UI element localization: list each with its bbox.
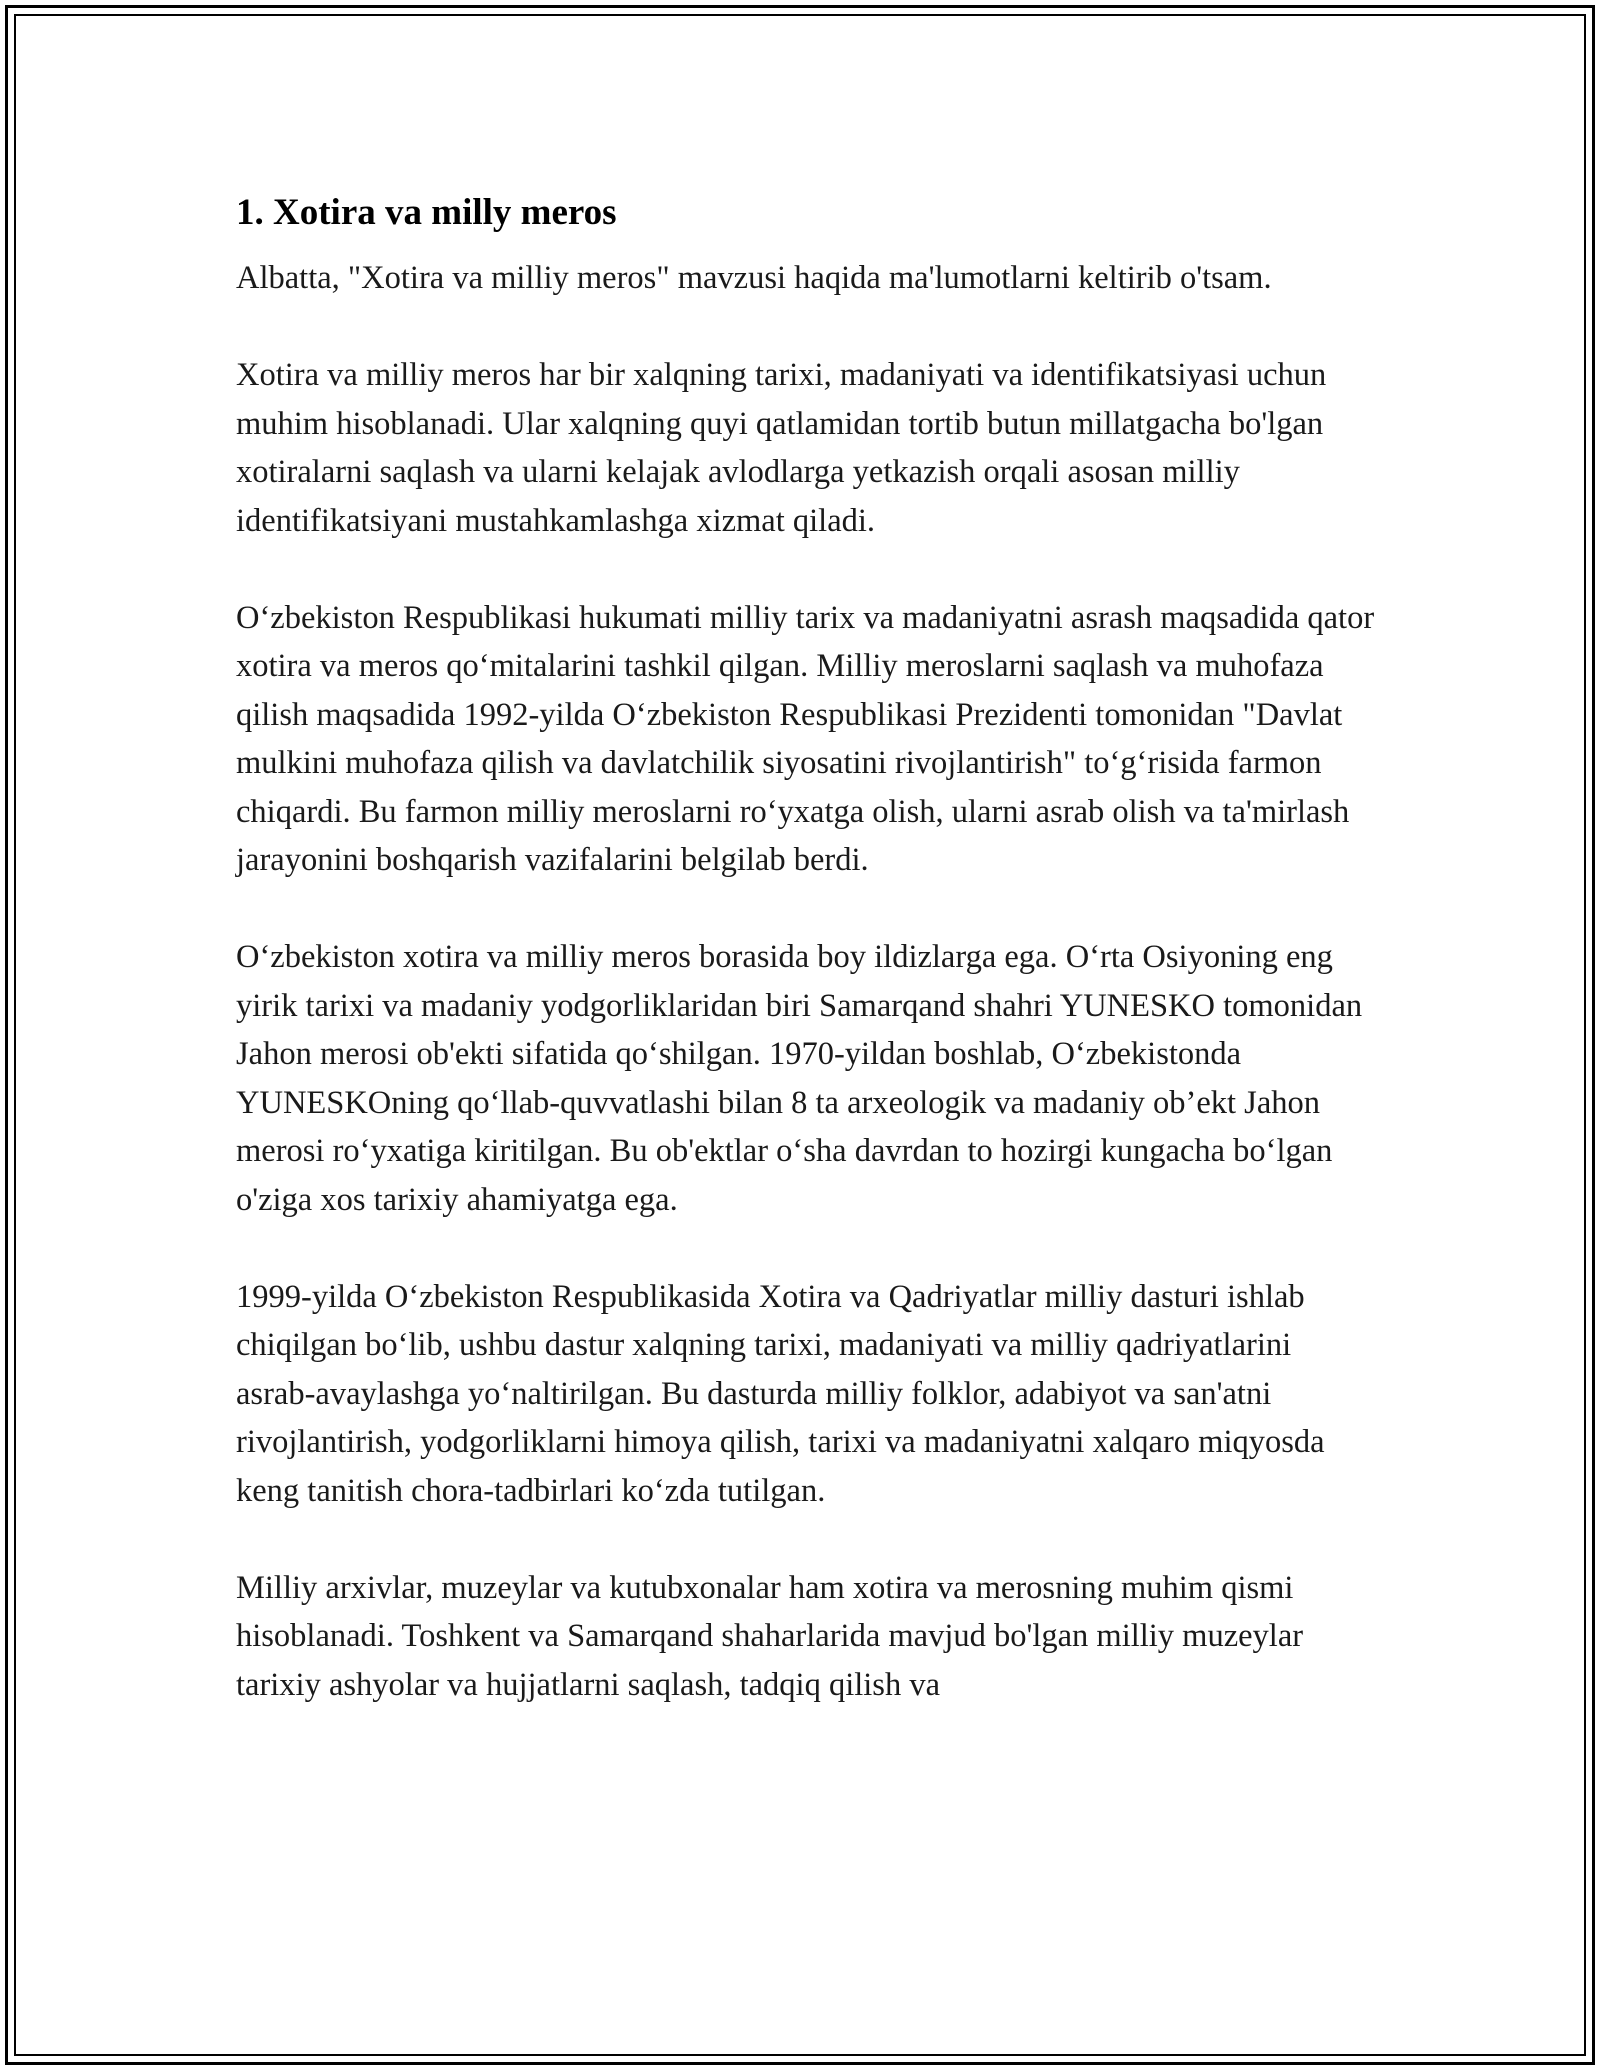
paragraph-archives: Milliy arxivlar, muzeylar va kutubxonalar ham xotira va merosning muhim qismi hisoblanadi. Toshkent va Samarqand shaharlarida mavjud bo'lgan milliy muzeylar tarixiy ashyolar va hujjatlarni saqlash, tadqiq qilish va	[236, 1569, 1304, 1703]
paragraph-importance: Xotira va milliy meros har bir xalqning tarixi, madaniyati va identifikatsiyasi uchun muhim hisoblanadi. Ular xalqning quyi qatlamidan tortib butun millatgacha bo'lgan xotiralarni saqlash va ularni kelajak avlodlarga yetkazish orqali asosan milliy identifikatsiyani mustahkamlashga xizmat qiladi.	[236, 357, 1327, 539]
paragraph-intro: Albatta, "Xotira va milliy meros" mavzusi haqida ma'lumotlarni keltirib o'tsam.	[236, 260, 1272, 296]
paragraph-heritage-sites: O‘zbekiston xotira va milliy meros borasida boy ildizlarga ega. O‘rta Osiyoning eng yirik tarixi va madaniy yodgorliklaridan biri Samarqand shahri YUNESKO tomonidan Jahon merosi ob'ekti sifatida qo‘shilgan. 1970-yildan boshlab, O‘zbekistonda YUNESKOning qo‘llab-quvvatlashi bilan 8 ta arxeologik va madaniy ob’ekt Jahon merosi ro‘yxatiga kiritilgan. Bu ob'ektlar o‘sha davrdan to hozirgi kungacha bo‘lgan o'ziga xos tarixiy ahamiyatga ega.	[236, 939, 1363, 1218]
document-title: 1. Xotira va milly meros	[236, 192, 617, 233]
document-body	[236, 186, 1376, 1709]
paragraph-national-program: 1999-yilda O‘zbekiston Respublikasida Xotira va Qadriyatlar milliy dasturi ishlab chiqilgan bo‘lib, ushbu dastur xalqning tarixi, madaniyati va milliy qadriyatlarini asrab-avaylashga yo‘naltirilgan. Bu dasturda milliy folklor, adabiyot va san'atni rivojlantirish, yodgorliklarni himoya qilish, tarixi va madaniyatni xalqaro miqyosda keng tanitish chora-tadbirlari ko‘zda tutilgan.	[236, 1278, 1325, 1509]
paragraph-government: O‘zbekiston Respublikasi hukumati milliy tarix va madaniyatni asrash maqsadida qator xotira va meros qo‘mitalarini tashkil qilgan. Milliy meroslarni saqlash va muhofaza qilish maqsadida 1992-yilda O‘zbekiston Respublikasi Prezidenti tomonidan "Davlat mulkini muhofaza qilish va davlatchilik siyosatini rivojlantirish" to‘g‘risida farmon chiqardi. Bu farmon milliy meroslarni ro‘yxatga olish, ularni asrab olish va ta'mirlash jarayonini boshqarish vazifalarini belgilab berdi.	[236, 599, 1375, 878]
